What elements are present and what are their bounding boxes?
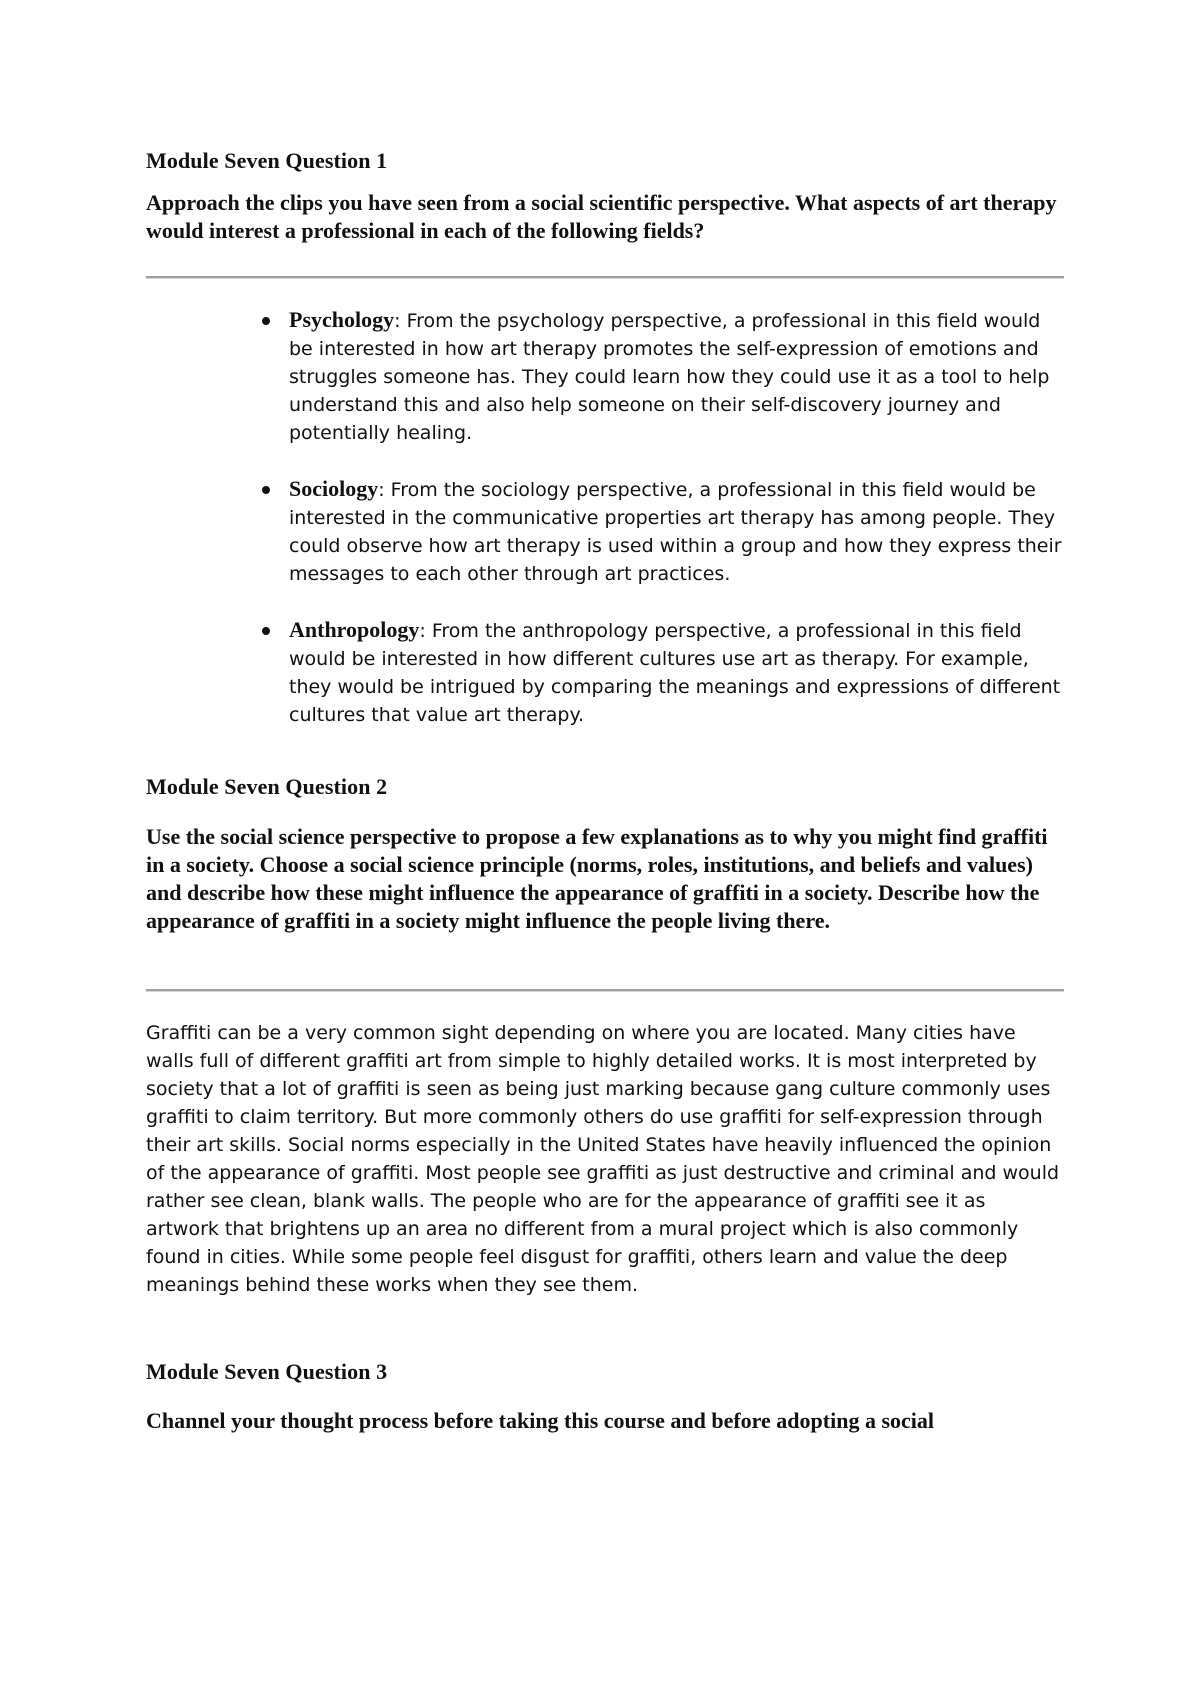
question-2-prompt: Use the social science perspective to propose a few explanations as to why you might find graffiti in a society. Choose a social science principle (norms, roles, institutions, and beliefs and values) and describe how these might influence the appearance of graffiti in a society. Describe how the appearance of graffiti in a society might influence the people living there. (146, 824, 1048, 933)
answer-text: : From the anthropology perspective, a professional in this field would be interested in how different cultures use art as therapy. For example, they would be intrigued by comparing the meanings and expressions of different cultures that value art therapy. (289, 620, 1061, 726)
horizontal-rule (146, 276, 1064, 279)
answer-text: : From the sociology perspective, a professional in this field would be interested in the communicative properties art therapy has among people. They could observe how art therapy is used within a group and how they express their messages to each other through art practices. (289, 479, 1062, 585)
term-label: Psychology (289, 307, 395, 332)
list-item-sociology (146, 475, 1064, 588)
list-item-anthropology (146, 616, 1064, 729)
term-label: Sociology (289, 476, 379, 501)
question-3-title: Module Seven Question 3 (146, 1359, 388, 1384)
answer-text: : From the psychology perspective, a professional in this field would be interested in how art therapy promotes the self-expression of emotions and struggles someone has. They could learn how they could use it as a tool to help understand this and also help someone on their self-discovery journey and potentially healing. (289, 310, 1050, 444)
bullet-icon (262, 486, 270, 494)
horizontal-rule (146, 989, 1064, 992)
question-3-prompt: Channel your thought process before taking this course and before adopting a social (146, 1408, 935, 1433)
list-item-psychology (146, 306, 1064, 447)
question-1-prompt: Approach the clips you have seen from a social scientific perspective. What aspects of art therapy would interest a professional in each of the following fields? (146, 190, 1057, 243)
question-2-answer: Graffiti can be a very common sight depending on where you are located. Many cities have walls full of different graffiti art from simple to highly detailed works. It is most interpreted by society that a lot of graffiti is seen as being just marking because gang culture commonly uses graffiti to claim territory. But more commonly others do use graffiti for self-expression through their art skills. Social norms especially in the United States have heavily influenced the opinion of the appearance of graffiti. Most people see graffiti as just destructive and criminal and would rather see clean, blank walls. The people who are for the appearance of graffiti see it as artwork that brightens up an area no different from a mural project which is also commonly found in cities. While some people feel disgust for graffiti, others learn and value the deep meanings behind these works when they see them. (146, 1022, 1060, 1296)
bullet-icon (262, 627, 270, 635)
bullet-icon (262, 317, 270, 325)
question-2-title: Module Seven Question 2 (146, 774, 388, 799)
question-1-answer-list (146, 306, 1064, 757)
question-1-title: Module Seven Question 1 (146, 148, 388, 173)
term-label: Anthropology (289, 617, 420, 642)
